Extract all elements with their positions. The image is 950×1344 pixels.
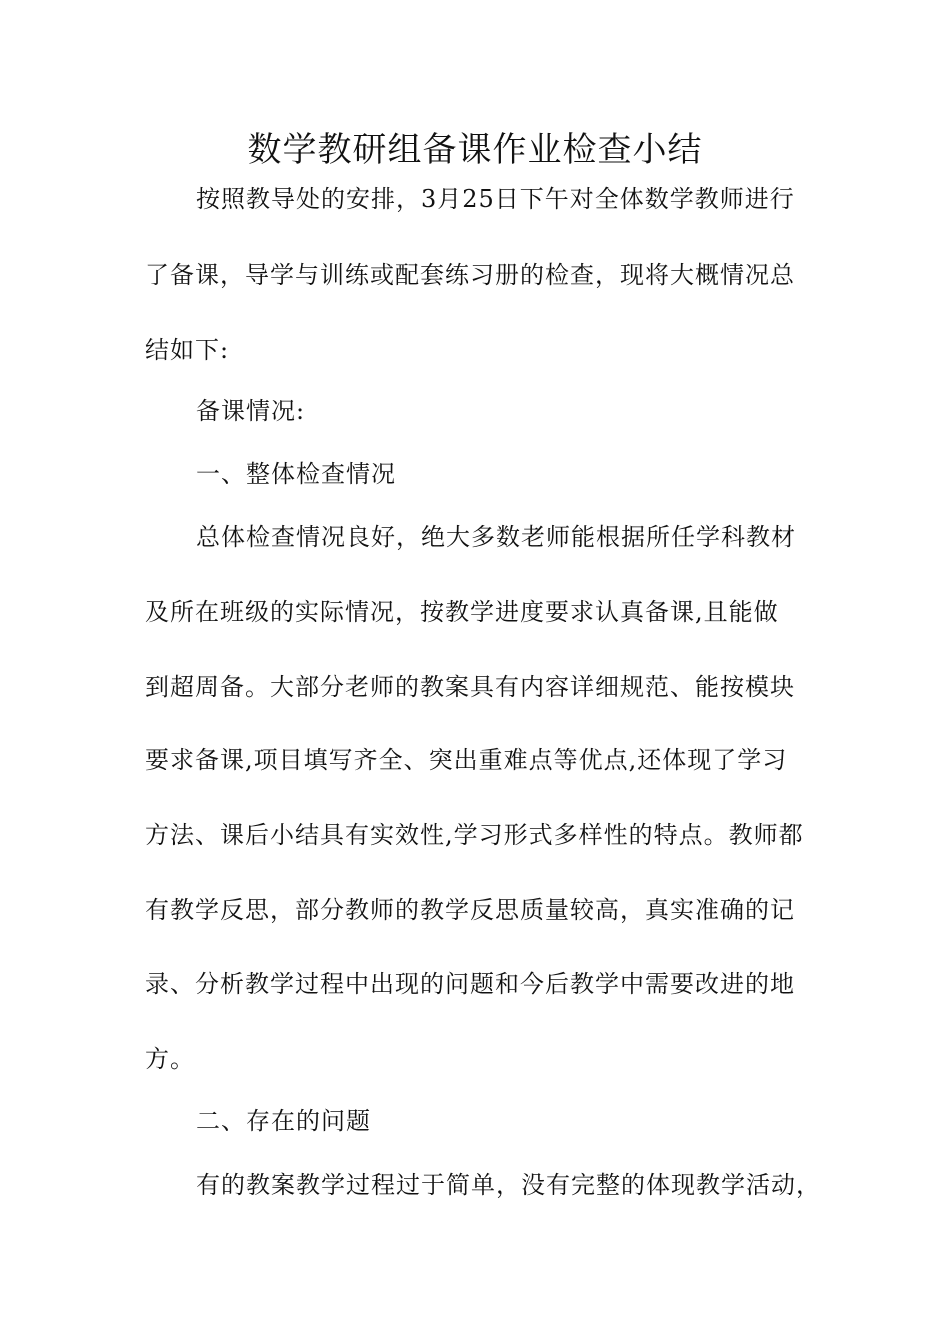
paragraph-line: 方。 (145, 1045, 195, 1073)
document-title: 数学教研组备课作业检查小结 (247, 130, 703, 170)
section-heading: 二、存在的问题 (196, 1107, 371, 1135)
paragraph-line: 总体检查情况良好，绝大多数老师能根据所任学科教材 (196, 523, 796, 551)
paragraph-line: 结如下: (145, 336, 230, 364)
paragraph-line: 按照教导处的安排，3月25日下午对全体数学教师进行 (196, 185, 795, 213)
paragraph-line: 要求备课,项目填写齐全、突出重难点等优点,还体现了学习 (145, 746, 788, 774)
paragraph-line: 有教学反思，部分教师的教学反思质量较高，真实准确的记 (145, 896, 795, 924)
paragraph-line: 到超周备。大部分老师的教案具有内容详细规范、能按模块 (145, 673, 795, 701)
section-heading: 一、整体检查情况 (196, 460, 396, 488)
paragraph-line: 方法、课后小结具有实效性,学习形式多样性的特点。教师都 (145, 821, 804, 849)
paragraph-line: 了备课，导学与训练或配套练习册的检查，现将大概情况总 (145, 261, 795, 289)
section-heading: 备课情况: (196, 397, 306, 425)
paragraph-line: 录、分析教学过程中出现的问题和今后教学中需要改进的地 (145, 970, 795, 998)
paragraph-line: 及所在班级的实际情况，按教学进度要求认真备课,且能做 (145, 598, 779, 626)
paragraph-line: 有的教案教学过程过于简单，没有完整的体现教学活动， (196, 1171, 821, 1199)
